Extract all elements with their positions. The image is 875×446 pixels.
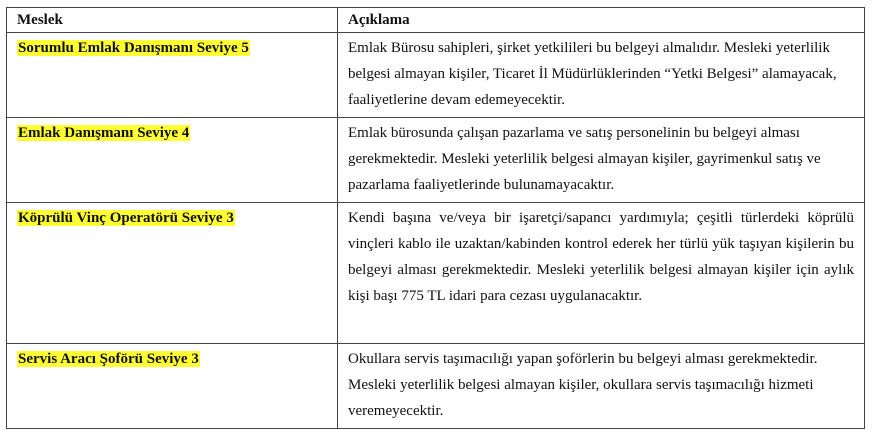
header-description: Açıklama: [338, 8, 865, 33]
profession-cell: [7, 118, 338, 203]
description-cell: Emlak Bürosu sahipleri, şirket yetkilileri bu belgeyi almalıdır. Mesleki yeterlilik belgesi almayan kişiler, Ticaret İl Müdürlüklerinden “Yetki Belgesi” alamayacak, faaliyetlerine devam edemeyecektir.: [338, 33, 865, 118]
description-cell: Okullara servis taşımacılığı yapan şoförlerin bu belgeyi alması gerekmektedir. Mesleki yeterlilik belgesi almayan kişiler, okullara servis taşımacılığı hizmeti veremeyecektir.: [338, 344, 865, 429]
profession-cell: [7, 203, 338, 344]
profession-table: [6, 7, 865, 429]
table-row: [7, 203, 865, 344]
profession-cell: [7, 344, 338, 429]
profession-name: Emlak Danışmanı Seviye 4: [18, 125, 190, 141]
table-row: [7, 33, 865, 118]
table-row: [7, 118, 865, 203]
description-cell: Kendi başına ve/veya bir işaretçi/sapancı yardımıyla; çeşitli türlerdeki köprülü vinçleri kablo ile uzaktan/kabinden kontrol ederek her türlü yük taşıyan kişilerin bu belgeyi alması gerekmektedir. Mesleki yeterlilik belgesi almayan kişiler için aylık kişi başı 775 TL idari para cezası uygulanacaktır.: [338, 203, 865, 344]
profession-name: Köprülü Vinç Operatörü Seviye 3: [18, 210, 234, 226]
profession-cell: [7, 33, 338, 118]
profession-name: Servis Aracı Şoförü Seviye 3: [18, 351, 199, 367]
header-profession: Meslek: [7, 8, 338, 33]
description-cell: Emlak bürosunda çalışan pazarlama ve satış personelinin bu belgeyi alması gerekmektedir. Mesleki yeterlilik belgesi almayan kişiler, gayrimenkul satış ve pazarlama faaliyetlerinde bulunamayacaktır.: [338, 118, 865, 203]
table-header-row: [7, 8, 865, 33]
profession-name: Sorumlu Emlak Danışmanı Seviye 5: [18, 40, 249, 56]
table-row: [7, 344, 865, 429]
